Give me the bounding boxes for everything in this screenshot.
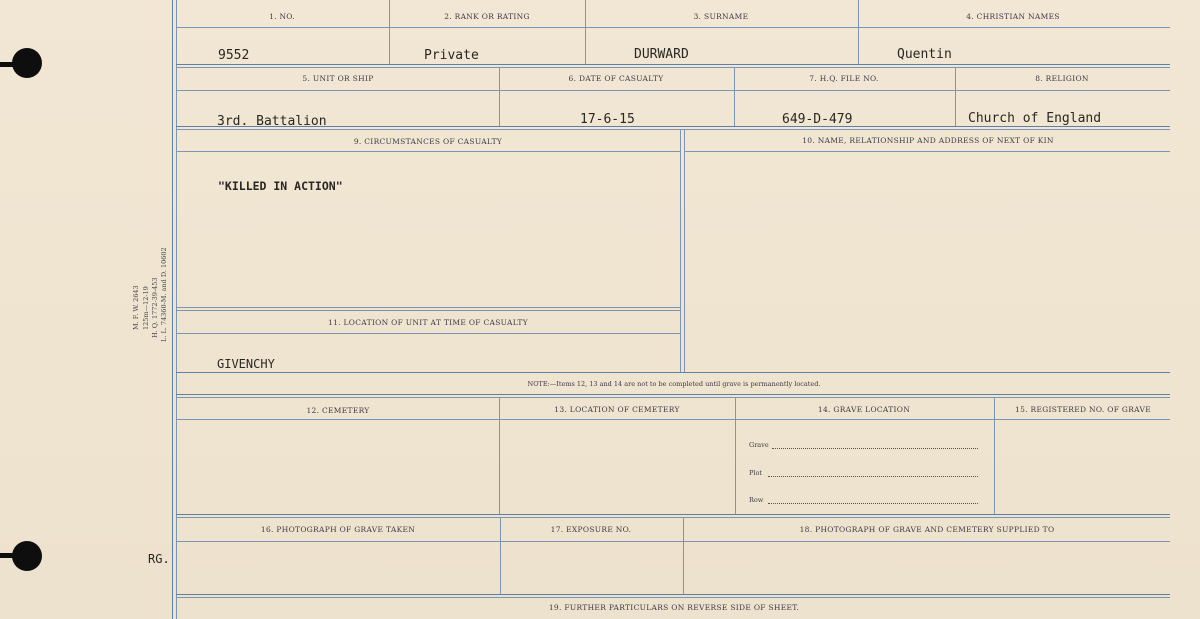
label-further-particulars: 19. FURTHER PARTICULARS ON REVERSE SIDE OF SHEET. xyxy=(548,603,800,612)
value-christian-names: Quentin xyxy=(897,47,952,62)
label-cemetery: 12. CEMETERY xyxy=(306,406,370,415)
label-religion: 8. RELIGION xyxy=(1035,74,1089,83)
label-photo-supplied: 18. PHOTOGRAPH OF GRAVE AND CEMETERY SUPPLIED TO xyxy=(799,525,1055,534)
value-circumstances: "KILLED IN ACTION" xyxy=(218,179,343,193)
value-unit: 3rd. Battalion xyxy=(217,114,327,129)
plot-dots xyxy=(768,476,978,477)
label-photo-taken: 16. PHOTOGRAPH OF GRAVE TAKEN xyxy=(260,525,416,534)
row-dots xyxy=(768,503,978,504)
label-no: 1. NO. xyxy=(269,12,295,21)
note-text: NOTE:—Items 12, 13 and 14 are not to be completed until grave is permanently located. xyxy=(527,380,821,388)
label-unit: 5. UNIT OR SHIP xyxy=(302,74,374,83)
value-religion: Church of England xyxy=(968,111,1102,126)
label-next-of-kin: 10. NAME, RELATIONSHIP AND ADDRESS OF NEXT OF KIN xyxy=(802,136,1054,145)
label-hq-file-no: 7. H.Q. FILE NO. xyxy=(809,74,879,83)
value-date-of-casualty: 17-6-15 xyxy=(580,112,635,127)
label-surname: 3. SURNAME xyxy=(693,12,749,21)
label-rank: 2. RANK OR RATING xyxy=(444,12,530,21)
label-grave-location: 14. GRAVE LOCATION xyxy=(817,405,911,414)
label-date-of-casualty: 6. DATE OF CASUALTY xyxy=(568,74,664,83)
value-surname: DURWARD xyxy=(634,47,689,62)
plot-label: Plot xyxy=(749,469,762,477)
grave-dots xyxy=(772,448,978,449)
label-location-of-cemetery: 13. LOCATION OF CEMETERY xyxy=(554,405,680,414)
print-code-3: H. Q. 1772-39-453 xyxy=(151,277,159,338)
value-rank: Private xyxy=(424,48,479,63)
label-circumstances: 9. CIRCUMSTANCES OF CASUALTY xyxy=(353,137,503,146)
punch-hole-bottom xyxy=(12,541,42,571)
value-no: 9552 xyxy=(218,48,250,63)
label-registered-no: 15. REGISTERED NO. OF GRAVE xyxy=(1015,405,1151,414)
value-hq-file-no: 649-D-479 xyxy=(782,112,853,127)
label-exposure-no: 17. EXPOSURE NO. xyxy=(550,525,632,534)
print-code-2: 125m—12-19 xyxy=(142,286,150,330)
grave-label: Grave xyxy=(749,441,769,449)
punch-hole-top xyxy=(12,48,42,78)
row-label: Row xyxy=(749,496,764,504)
label-christian-names: 4. CHRISTIAN NAMES xyxy=(966,12,1060,21)
value-location-of-unit: GIVENCHY xyxy=(217,357,275,371)
rg-mark: RG. xyxy=(148,552,170,566)
margin-line xyxy=(172,0,173,619)
label-location-of-unit: 11. LOCATION OF UNIT AT TIME OF CASUALTY xyxy=(328,318,528,327)
print-code-1: M. F. W. 2643 xyxy=(132,285,140,330)
print-code-4: L. L. 74360-M. and D. 10602 xyxy=(160,247,168,342)
